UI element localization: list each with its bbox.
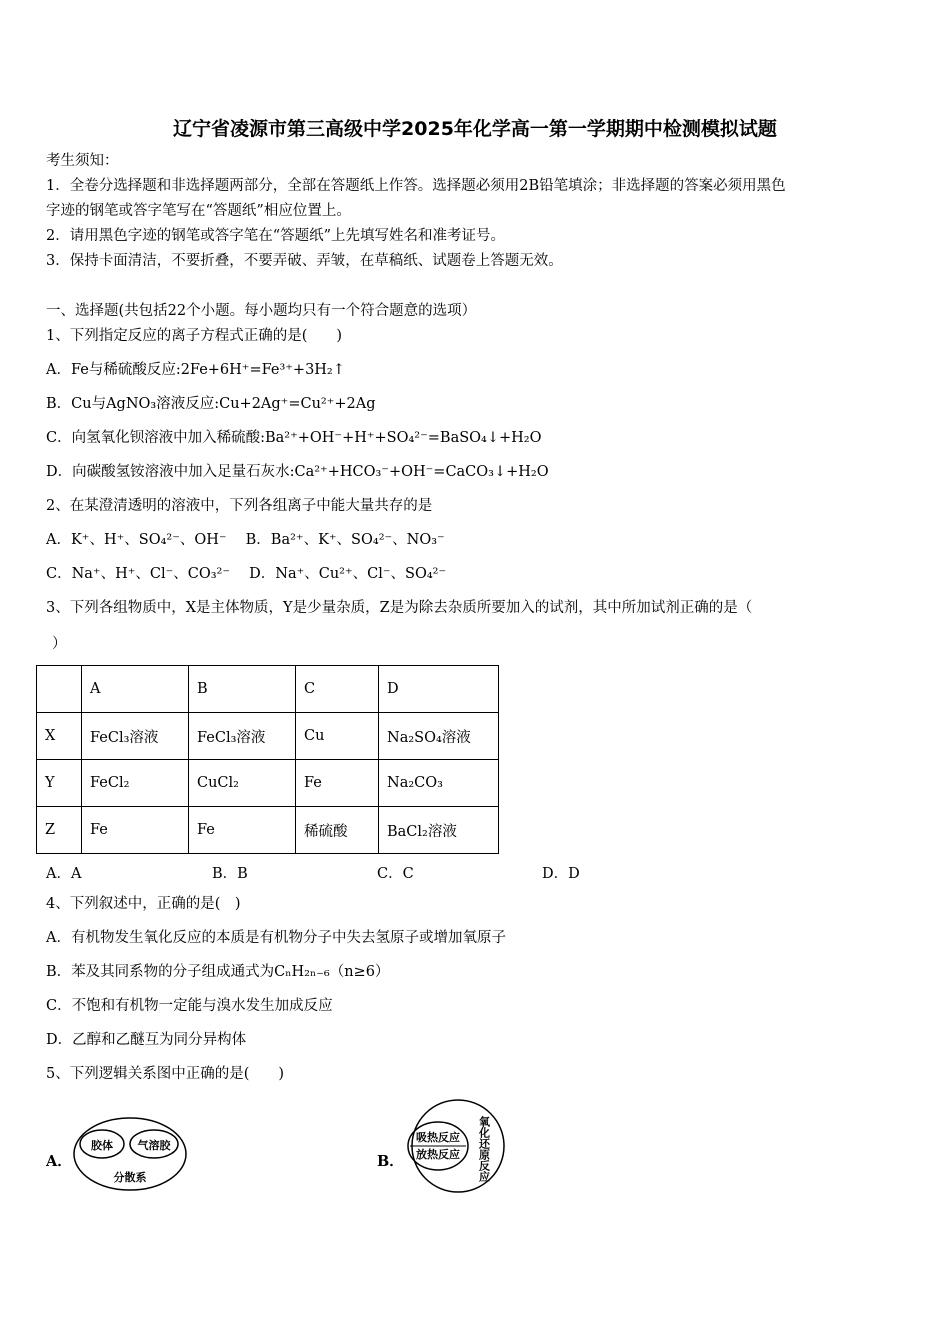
- notice-line-2: 2．请用黑色字迹的钢笔或答字笔在“答题纸”上先填写姓名和准考证号。: [46, 228, 506, 244]
- table-cell: Na₂SO₄溶液: [379, 713, 499, 760]
- table-cell: Fe: [189, 807, 296, 854]
- q2-options-ab: A．K⁺、H⁺、SO₄²⁻、OH⁻ B．Ba²⁺、K⁺、SO₄²⁻、NO₃⁻: [46, 532, 445, 548]
- colloid-label: 胶体: [91, 1139, 113, 1152]
- table-cell: D: [379, 666, 499, 713]
- aerosol-label: 气溶胶: [137, 1139, 171, 1152]
- table-cell: B: [189, 666, 296, 713]
- q1-option-c: C．向氢氧化钡溶液中加入稀硫酸:Ba²⁺+OH⁻+H⁺+SO₄²⁻=BaSO₄↓+H₂O: [46, 430, 542, 446]
- table-row: [37, 713, 499, 760]
- q3-option-d: D．D: [542, 866, 580, 882]
- q4-option-c: C．不饱和有机物一定能与溴水发生加成反应: [46, 998, 333, 1014]
- notice-line-1a: 1．全卷分选择题和非选择题两部分，全部在答题纸上作答。选择题必须用2B铅笔填涂；非选择题的答案必须用黑色: [46, 178, 786, 194]
- q3-option-c: C．C: [377, 866, 414, 882]
- table-cell: Fe: [296, 760, 379, 807]
- q3-option-a: A．A: [46, 866, 82, 882]
- q1-option-d: D．向碳酸氢铵溶液中加入足量石灰水:Ca²⁺+HCO₃⁻+OH⁻=CaCO₃↓+H₂O: [46, 464, 549, 480]
- table-cell: FeCl₃溶液: [82, 713, 189, 760]
- q2-options-cd: C．Na⁺、H⁺、Cl⁻、CO₃²⁻ D．Na⁺、Cu²⁺、Cl⁻、SO₄²⁻: [46, 566, 447, 582]
- table-cell: A: [82, 666, 189, 713]
- q3-table: [36, 665, 499, 854]
- q5-stem: 5、下列逻辑关系图中正确的是( ): [46, 1066, 285, 1082]
- exothermic-label: 放热反应: [416, 1148, 460, 1161]
- table-row: [37, 760, 499, 807]
- table-cell: Y: [37, 760, 82, 807]
- table-cell: FeCl₃溶液: [189, 713, 296, 760]
- notice-heading: 考生须知：: [46, 153, 119, 169]
- q3-stem: 3、下列各组物质中，X是主体物质，Y是少量杂质，Z是为除去杂质所要加入的试剂，其中所加试剂正确的是（: [46, 600, 753, 616]
- table-cell: Cu: [296, 713, 379, 760]
- table-row: [37, 807, 499, 854]
- section-heading: 一、选择题(共包括22个小题。每小题均只有一个符合题意的选项）: [46, 303, 477, 319]
- q5-option-b-label: B．: [377, 1153, 404, 1170]
- table-cell: X: [37, 713, 82, 760]
- q3-option-b: B．B: [212, 866, 248, 882]
- q1-option-a: A．Fe与稀硫酸反应:2Fe+6H⁺=Fe³⁺+3H₂↑: [46, 362, 345, 378]
- endothermic-label: 吸热反应: [416, 1131, 460, 1144]
- table-cell: [37, 666, 82, 713]
- redox-label: 氧化还原反应: [477, 1116, 491, 1182]
- table-cell: C: [296, 666, 379, 713]
- table-cell: Fe: [82, 807, 189, 854]
- notice-line-3: 3．保持卡面清洁，不要折叠，不要弄破、弄皱，在草稿纸、试题卷上答题无效。: [46, 253, 563, 269]
- q4-option-b: B．苯及其同系物的分子组成通式为CₙH₂ₙ₋₆（n≥6）: [46, 964, 390, 980]
- notice-line-1b: 字迹的钢笔或答字笔写在“答题纸”相应位置上。: [46, 203, 351, 219]
- q4-option-a: A．有机物发生氧化反应的本质是有机物分子中失去氢原子或增加氧原子: [46, 930, 506, 946]
- table-row: [37, 666, 499, 713]
- q5-figure-a: [72, 1112, 190, 1192]
- dispersion-system-label: 分散系: [113, 1171, 147, 1184]
- q1-option-b: B．Cu与AgNO₃溶液反应:Cu+2Ag⁺=Cu²⁺+2Ag: [46, 396, 376, 412]
- table-cell: FeCl₂: [82, 760, 189, 807]
- q5-option-a-label: A．: [46, 1153, 72, 1170]
- page-title: 辽宁省凌源市第三高级中学2025年化学高一第一学期期中检测模拟试题: [173, 118, 777, 140]
- table-cell: CuCl₂: [189, 760, 296, 807]
- table-cell: 稀硫酸: [296, 807, 379, 854]
- table-cell: Z: [37, 807, 82, 854]
- q5-figure-b: [404, 1098, 512, 1194]
- q3-stem-end: ）: [52, 636, 67, 652]
- q4-stem: 4、下列叙述中，正确的是( ): [46, 896, 241, 912]
- q1-stem: 1、下列指定反应的离子方程式正确的是( ): [46, 328, 343, 344]
- table-cell: Na₂CO₃: [379, 760, 499, 807]
- q2-stem: 2、在某澄清透明的溶液中，下列各组离子中能大量共存的是: [46, 498, 433, 514]
- q4-option-d: D．乙醇和乙醚互为同分异构体: [46, 1032, 247, 1048]
- table-cell: BaCl₂溶液: [379, 807, 499, 854]
